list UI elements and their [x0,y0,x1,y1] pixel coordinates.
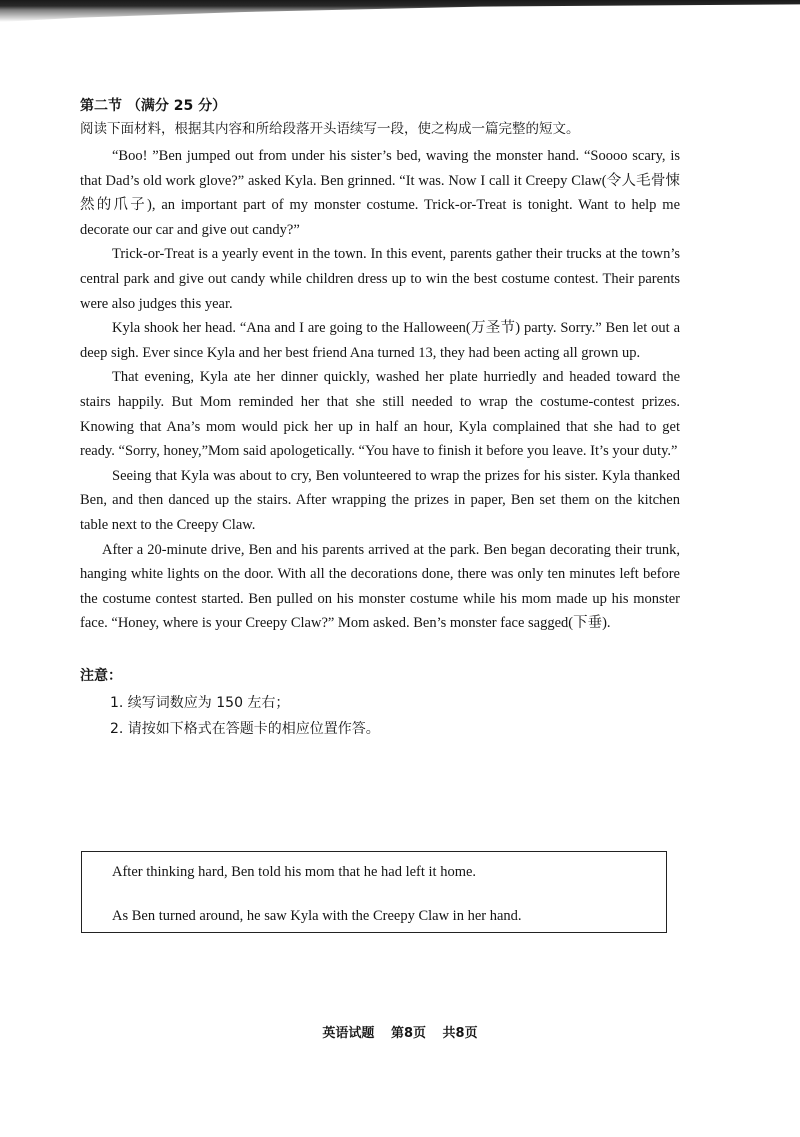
answer-opening-line-1: After thinking hard, Ben told his mom that he had left it home. [112,864,477,880]
section-instruction: 阅读下面材料，根据其内容和所给段落开头语续写一段，使之构成一篇完整的短文。 [80,121,580,137]
passage-paragraph-4: That evening, Kyla ate her dinner quickly, washed her plate hurriedly and headed toward the stairs happily. But Mom reminded her that she still needed to wrap the costume-contest prizes. Knowing that Ana’s mom would pick her up in half an hour, Kyla complained that she had to get ready. “Sorry, honey,”Mom said apologetically. “You have to finish it before you leave. It’s your duty.” [80,369,680,460]
passage-paragraph-1: “Boo! ”Ben jumped out from under his sister’s bed, waving the monster hand. “Soooo scary, is that Dad’s old work glove?” asked Kyla. Ben grinned. “It was. Now I call it Creepy Claw(令人毛骨悚然的爪子), an important part of my monster costume. Trick-or-Treat is tonight. Want to help me decorate our car and give out candy?” [80,148,680,238]
note-item-word-count: 1. 续写词数应为 150 左右； [110,694,290,711]
passage-paragraph-3: Kyla shook her head. “Ana and I are going to the Halloween(万圣节) party. Sorry.” Ben let out a deep sigh. Ever since Kyla and her best friend Ana turned 13, they had been acting all grown up. [80,320,680,361]
answer-format-box [81,851,667,933]
section-heading: 第二节 （满分 25 分） [80,98,227,114]
scan-edge-shadow [0,0,800,22]
footer-subject: 英语试题 [322,1026,375,1041]
page-footer [0,1022,800,1041]
exam-page-content [80,96,680,742]
reading-passage [80,144,680,636]
note-item-format: 2. 请按如下格式在答题卡的相应位置作答。 [110,720,380,737]
notes-title: 注意： [80,667,122,684]
footer-page-number: 第8页 [390,1026,426,1041]
passage-paragraph-5: Seeing that Kyla was about to cry, Ben volunteered to wrap the prizes for his sister. Kyla thanked Ben, and then danced up the stairs. After wrapping the prizes in paper, Ben set them on the kitchen table next to the Creepy Claw. [80,467,680,533]
passage-paragraph-6: After a 20-minute drive, Ben and his parents arrived at the park. Ben began decorating their trunk, hanging white lights on the door. With all the decorations done, there was only ten minutes left before the costume contest started. Ben pulled on his monster costume while his mom made up his monster face. “Honey, where is your Creepy Claw?” Mom asked. Ben’s monster face sagged(下垂). [80,541,680,632]
notes-section [80,664,680,742]
answer-opening-line-2: As Ben turned around, he saw Kyla with the Creepy Claw in her hand. [112,908,522,924]
passage-paragraph-2: Trick-or-Treat is a yearly event in the town. In this event, parents gather their trucks at the town’s central park and give out candy while children dress up to win the best costume contest. Their parents were also judges this year. [80,246,680,312]
footer-total-pages: 共8页 [442,1026,478,1041]
